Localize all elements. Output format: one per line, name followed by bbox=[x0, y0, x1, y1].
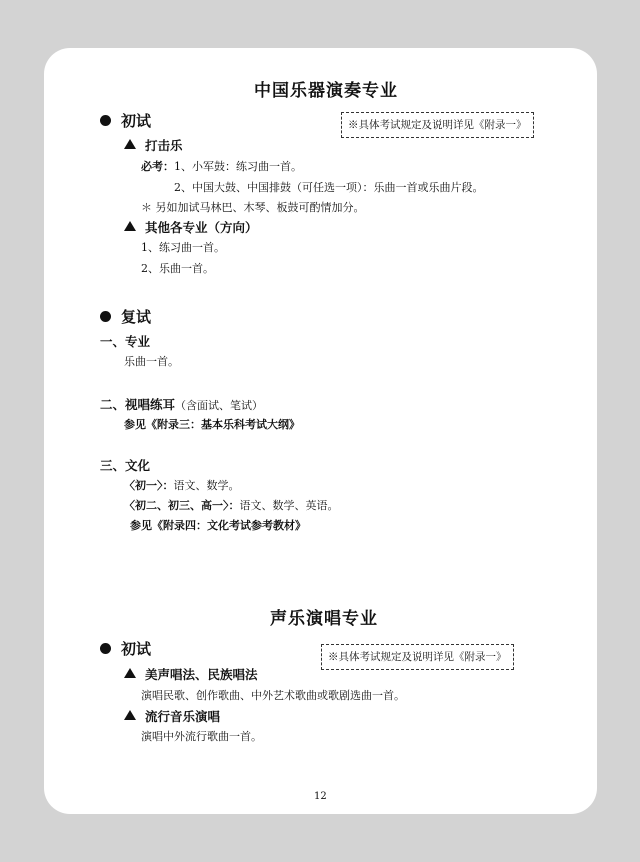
other-majors-item-2: 2、乐曲一首。 bbox=[141, 262, 214, 275]
culture-line-2: 〈初二、初三、高一〉：语文、数学、英语。 bbox=[124, 499, 339, 512]
retest-major-text: 乐曲一首。 bbox=[124, 355, 179, 368]
classical-vocal-heading: 美声唱法、民族唱法 bbox=[124, 665, 258, 683]
retest-heading: 复试 bbox=[100, 306, 151, 327]
vocal-prelim-heading: 初试 bbox=[100, 638, 151, 659]
retest-major-heading: 一、专业 bbox=[100, 334, 151, 349]
document-page bbox=[44, 48, 597, 814]
other-majors-item-1: 1、练习曲一首。 bbox=[141, 241, 225, 254]
culture-heading: 三、文化 bbox=[100, 458, 151, 473]
pop-vocal-heading: 流行音乐演唱 bbox=[124, 707, 220, 725]
percussion-item-1: 必考：1、小军鼓：练习曲一首。 bbox=[141, 160, 302, 173]
pop-vocal-text: 演唱中外流行歌曲一首。 bbox=[141, 730, 262, 743]
triangle-bullet-icon bbox=[124, 139, 136, 149]
classical-vocal-text: 演唱民歌、创作歌曲、中外艺术歌曲或歌剧选曲一首。 bbox=[141, 689, 405, 702]
other-majors-heading: 其他各专业（方向） bbox=[124, 218, 258, 236]
percussion-item-2: 2、中国大鼓、中国排鼓（可任选一项）：乐曲一首或乐曲片段。 bbox=[174, 181, 484, 194]
section-title-instrumental: 中国乐器演奏专业 bbox=[254, 81, 398, 101]
prelim-heading: 初试 bbox=[100, 110, 151, 131]
triangle-bullet-icon bbox=[124, 710, 136, 720]
triangle-bullet-icon bbox=[124, 221, 136, 231]
culture-line-1: 〈初一〉：语文、数学。 bbox=[124, 479, 240, 492]
bullet-dot-icon bbox=[100, 311, 111, 322]
page-number: 12 bbox=[314, 791, 327, 802]
vocal-appendix-note: ※具体考试规定及说明详见《附录一》 bbox=[321, 644, 514, 670]
section-title-vocal: 声乐演唱专业 bbox=[270, 609, 378, 629]
triangle-bullet-icon bbox=[124, 668, 136, 678]
bullet-dot-icon bbox=[100, 115, 111, 126]
percussion-heading: 打击乐 bbox=[124, 136, 183, 154]
bullet-dot-icon bbox=[100, 643, 111, 654]
appendix-note: ※具体考试规定及说明详见《附录一》 bbox=[341, 112, 534, 138]
solfege-heading: 二、视唱练耳（含面试、笔试） bbox=[100, 397, 264, 412]
percussion-extra: ＊ 另如加试马林巴、木琴、板鼓可酌情加分。 bbox=[141, 201, 365, 214]
solfege-ref: 参见《附录三：基本乐科考试大纲》 bbox=[124, 418, 300, 431]
culture-ref: 参见《附录四：文化考试参考教材》 bbox=[130, 519, 306, 532]
